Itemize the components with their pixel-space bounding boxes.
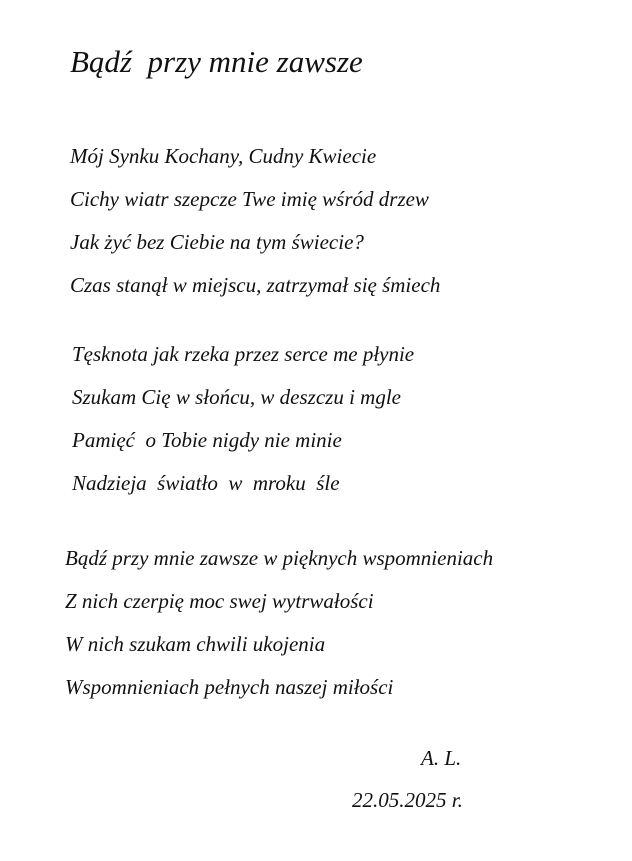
poem-line: Bądź przy mnie zawsze w pięknych wspomnieniach <box>65 546 494 570</box>
stanza-1 <box>70 135 440 307</box>
poem-line: Z nich czerpię moc swej wytrwałości <box>65 589 374 613</box>
poem-line: Czas stanął w miejscu, zatrzymał się śmiech <box>70 273 441 297</box>
poem-line: Cichy wiatr szepcze Twe imię wśród drzew <box>70 187 429 211</box>
poem-title: Bądź przy mnie zawsze <box>70 44 363 79</box>
poem-line: Szukam Cię w słońcu, w deszczu i mgle <box>72 385 401 409</box>
poem-line: W nich szukam chwili ukojenia <box>65 632 326 656</box>
stanza-2 <box>72 333 414 505</box>
poem-line: Jak żyć bez Ciebie na tym świecie? <box>70 230 364 254</box>
poem-line: Mój Synku Kochany, Cudny Kwiecie <box>70 144 377 168</box>
poem-date: 22.05.2025 r. <box>352 788 463 812</box>
author-signature: A. L. <box>421 746 462 770</box>
stanza-3 <box>65 537 493 709</box>
poem-line: Nadzieja światło w mroku śle <box>72 471 340 495</box>
poem-line: Tęsknota jak rzeka przez serce me płynie <box>72 342 415 366</box>
poem-line: Wspomnieniach pełnych naszej miłości <box>65 675 394 699</box>
poem-line: Pamięć o Tobie nigdy nie minie <box>72 428 342 452</box>
